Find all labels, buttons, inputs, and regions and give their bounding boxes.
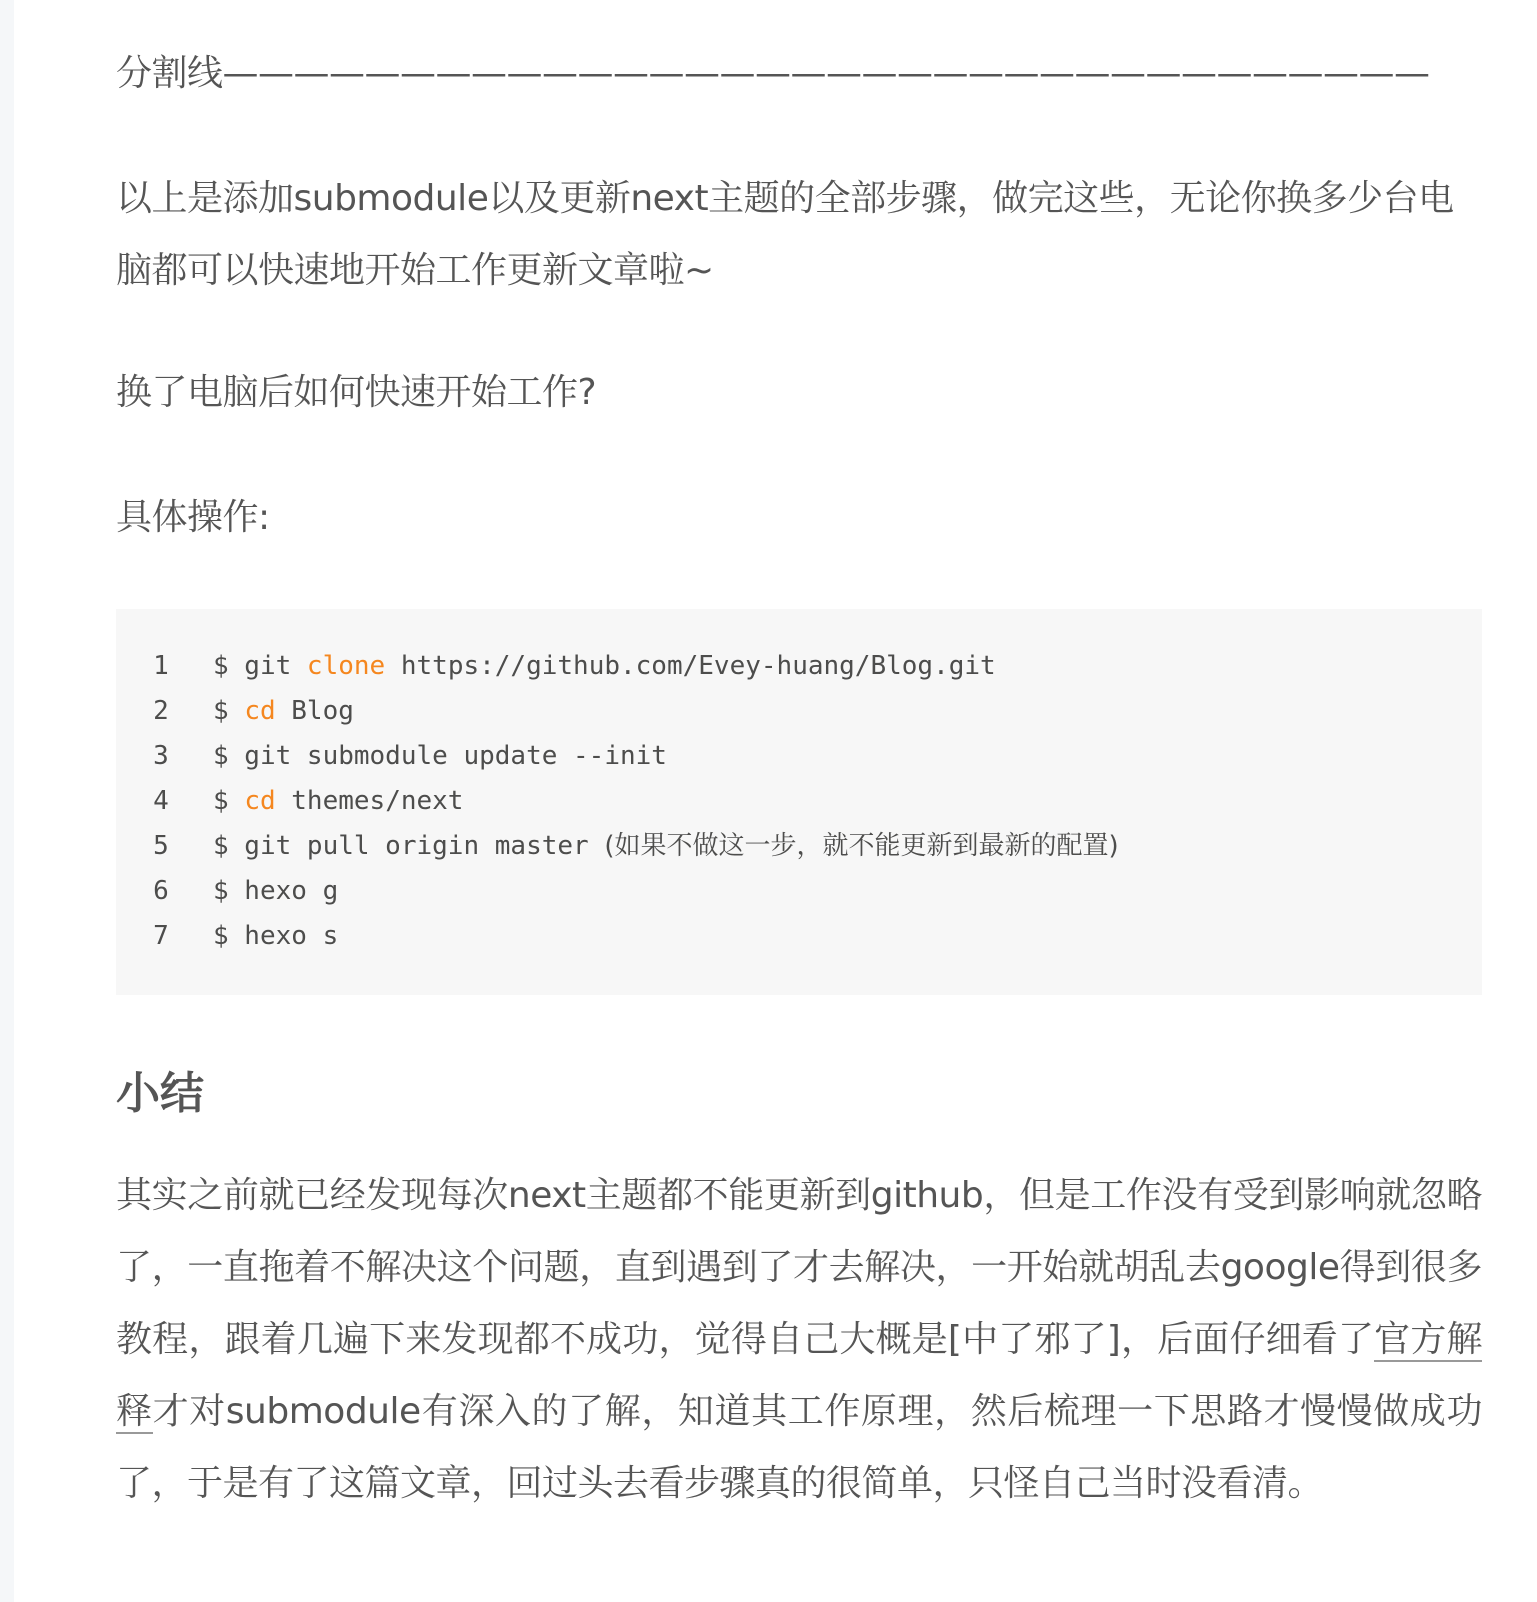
code-keyword: cd [244, 696, 276, 726]
official-docs-link[interactable]: 官方解释 [116, 1319, 1482, 1432]
code-line [213, 689, 1119, 734]
code-line [213, 779, 1119, 824]
line-number: 1 [153, 651, 169, 681]
code-line [213, 824, 1119, 869]
code-line [213, 644, 1119, 689]
code-text: $ git submodule update --init [213, 741, 667, 771]
code-text: $ hexo g [213, 876, 339, 906]
code-text: Blog [275, 696, 354, 726]
code-text: $ [213, 696, 245, 726]
summary-text: 才对submodule有深入的了解，知道其工作原理，然后梳理一下思路才慢慢做成功了，于是有了这篇文章，回过头去看步骤真的很简单，只怪自己当时没看清。 [116, 1391, 1482, 1504]
code-text: $ hexo s [213, 921, 339, 951]
code-text: $ git [213, 651, 307, 681]
question-paragraph: 换了电脑后如何快速开始工作? [116, 372, 597, 413]
code-keyword: clone [306, 651, 386, 681]
code-block [116, 609, 1482, 995]
line-number: 2 [153, 696, 169, 726]
summary-text: 其实之前就已经发现每次next主题都不能更新到github，但是工作没有受到影响就忽略了，一直拖着不解决这个问题，直到遇到了才去解决，一开始就胡乱去google得到很多教程，跟着几遍下来发现都不成功，觉得自己大概是[中了邪了]，后面仔细看了 [116, 1175, 1482, 1360]
summary-paragraph [116, 1160, 1482, 1520]
line-number: 5 [153, 831, 169, 861]
code-text: $ [213, 786, 245, 816]
line-number: 6 [153, 876, 169, 906]
line-number: 3 [153, 741, 169, 771]
code-keyword: cd [244, 786, 276, 816]
divider-text: 分割线—————————————————————————————————— [116, 53, 1430, 94]
code-text: themes/next [275, 786, 464, 816]
code-gutter [146, 644, 176, 959]
intro-paragraph: 以上是添加submodule以及更新next主题的全部步骤，做完这些，无论你换多少台电脑都可以快速地开始工作更新文章啦~ [116, 178, 1454, 291]
code-content [213, 644, 1119, 959]
code-text: $ git pull origin master [213, 831, 605, 861]
page-background [14, 0, 1537, 1602]
code-line [213, 734, 1119, 779]
code-line [213, 914, 1119, 959]
summary-heading: 小结 [116, 1068, 204, 1119]
code-line [213, 869, 1119, 914]
line-number: 7 [153, 921, 169, 951]
line-number: 4 [153, 786, 169, 816]
steps-label: 具体操作: [116, 497, 270, 538]
code-comment: (如果不做这一步，就不能更新到最新的配置) [604, 831, 1119, 861]
code-text: https://github.com/Evey-huang/Blog.git [385, 651, 996, 681]
